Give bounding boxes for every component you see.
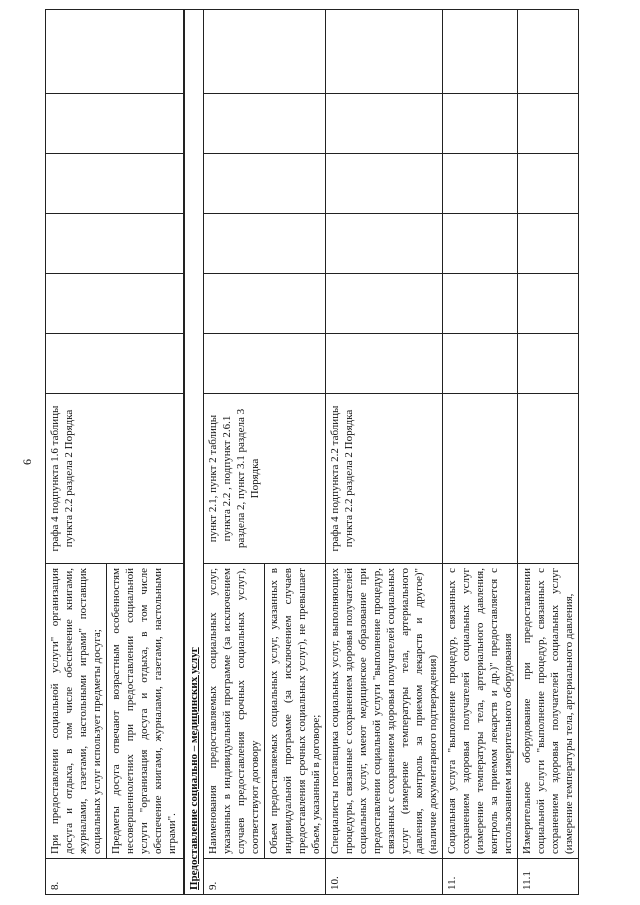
- empty-cell: [203, 334, 325, 394]
- empty-cell: [325, 154, 442, 214]
- section-title: Предоставление социально – медицинских услуг: [184, 10, 204, 895]
- empty-cell: [442, 94, 517, 154]
- page-number: 6: [20, 459, 34, 465]
- empty-cell: [517, 274, 578, 334]
- empty-cell: [517, 10, 578, 94]
- empty-cell: [46, 214, 184, 274]
- reference-cell: графа 4 подпункта 1.6 таблицы пункта 2.2 раздела 2 Порядка: [46, 394, 184, 564]
- requirement-text: Социальная услуга "выполнение процедур, связанных с сохранением здоровья получателей социальных услуг (измерение температуры тела, артериального давления, контроль за приемом лекарств и др.)" предоставляется с использованием измерительного оборудования: [442, 564, 517, 859]
- empty-cell: [46, 10, 184, 94]
- requirement-text: Наименования предоставляемых социальных услуг, указанных в индивидуальной программе (за исключением случаев предоставления срочных социальных услуг), соответствуют договору: [206, 568, 261, 854]
- empty-cell: [203, 10, 325, 94]
- empty-cell: [46, 334, 184, 394]
- empty-cell: [203, 154, 325, 214]
- empty-cell: [46, 274, 184, 334]
- table-row: [442, 10, 517, 895]
- requirements-table: [45, 9, 579, 895]
- empty-cell: [46, 94, 184, 154]
- empty-cell: [517, 154, 578, 214]
- empty-cell: [442, 274, 517, 334]
- empty-cell: [325, 94, 442, 154]
- empty-cell: [517, 94, 578, 154]
- empty-cell: [46, 154, 184, 214]
- requirement-text-extra: Объем предоставляемых социальных услуг, указанных в индивидуальной программе (за исключением случаев предоставления срочных социальных услуг), не превышает объем, указанный в договоре;: [264, 564, 323, 858]
- table-row: [46, 10, 184, 895]
- requirement-text: При предоставлении социальной услуги" организация досуга и отдыха, в том числе обеспечение книгами, журналами, газетами, настольными играми" поставщик социальных услуг использует предметы досуга;: [49, 568, 103, 854]
- section-row: [184, 10, 204, 895]
- requirement-text: Измерительное оборудование при предоставлении социальной услуги "выполнение процедур, связанных с сохранением здоровья получателей социальных услуг (измерение температуры тела, артериального давления,: [517, 564, 578, 859]
- reference-cell: пункт 2.1, пункт 2 таблицы пункта 2.2 , подпункт 2.6.1 раздела 2, пункт 3.1 раздела 3 Порядка: [203, 394, 325, 564]
- requirement-cell: [46, 564, 184, 859]
- table-row: [517, 10, 578, 895]
- row-number: 9.: [203, 859, 325, 895]
- table-row: [203, 10, 325, 895]
- empty-cell: [517, 334, 578, 394]
- empty-cell: [325, 334, 442, 394]
- empty-cell: [325, 10, 442, 94]
- reference-cell: [517, 394, 578, 564]
- row-number: 11.: [442, 859, 517, 895]
- row-number: 8.: [46, 859, 184, 895]
- reference-cell: графа 4 подпункта 2.2 таблицы пункта 2.2 раздела 2 Порядка: [325, 394, 442, 564]
- empty-cell: [442, 10, 517, 94]
- empty-cell: [203, 274, 325, 334]
- empty-cell: [442, 154, 517, 214]
- row-number: 11.1: [517, 859, 578, 895]
- requirement-cell: [203, 564, 325, 859]
- row-number: 10.: [325, 859, 442, 895]
- requirement-text-extra: Предметы досуга отвечают возрастным особенностям несовершеннолетних при предоставлении социальной услуги "организация досуга и отдыха, в том числе обеспечение книгами, журналами, газетами, настольными играми".: [106, 564, 179, 858]
- empty-cell: [203, 214, 325, 274]
- empty-cell: [517, 214, 578, 274]
- empty-cell: [325, 274, 442, 334]
- empty-cell: [325, 214, 442, 274]
- empty-cell: [203, 94, 325, 154]
- requirement-text: Специалисты поставщика социальных услуг, выполняющих процедуры, связанные с сохранением здоровья получателей социальных услуг, имеют медицинское образование при предоставлении социальной услуги "выполнение процедур, связанных с сохранением здоровья получателей социальных услуг (измерение температуры тела, артериального давления, контроль за приемом лекарств и другое)" (наличие документарного подтверждения): [325, 564, 442, 859]
- empty-cell: [442, 334, 517, 394]
- table-row: [325, 10, 442, 895]
- reference-cell: [442, 394, 517, 564]
- empty-cell: [442, 214, 517, 274]
